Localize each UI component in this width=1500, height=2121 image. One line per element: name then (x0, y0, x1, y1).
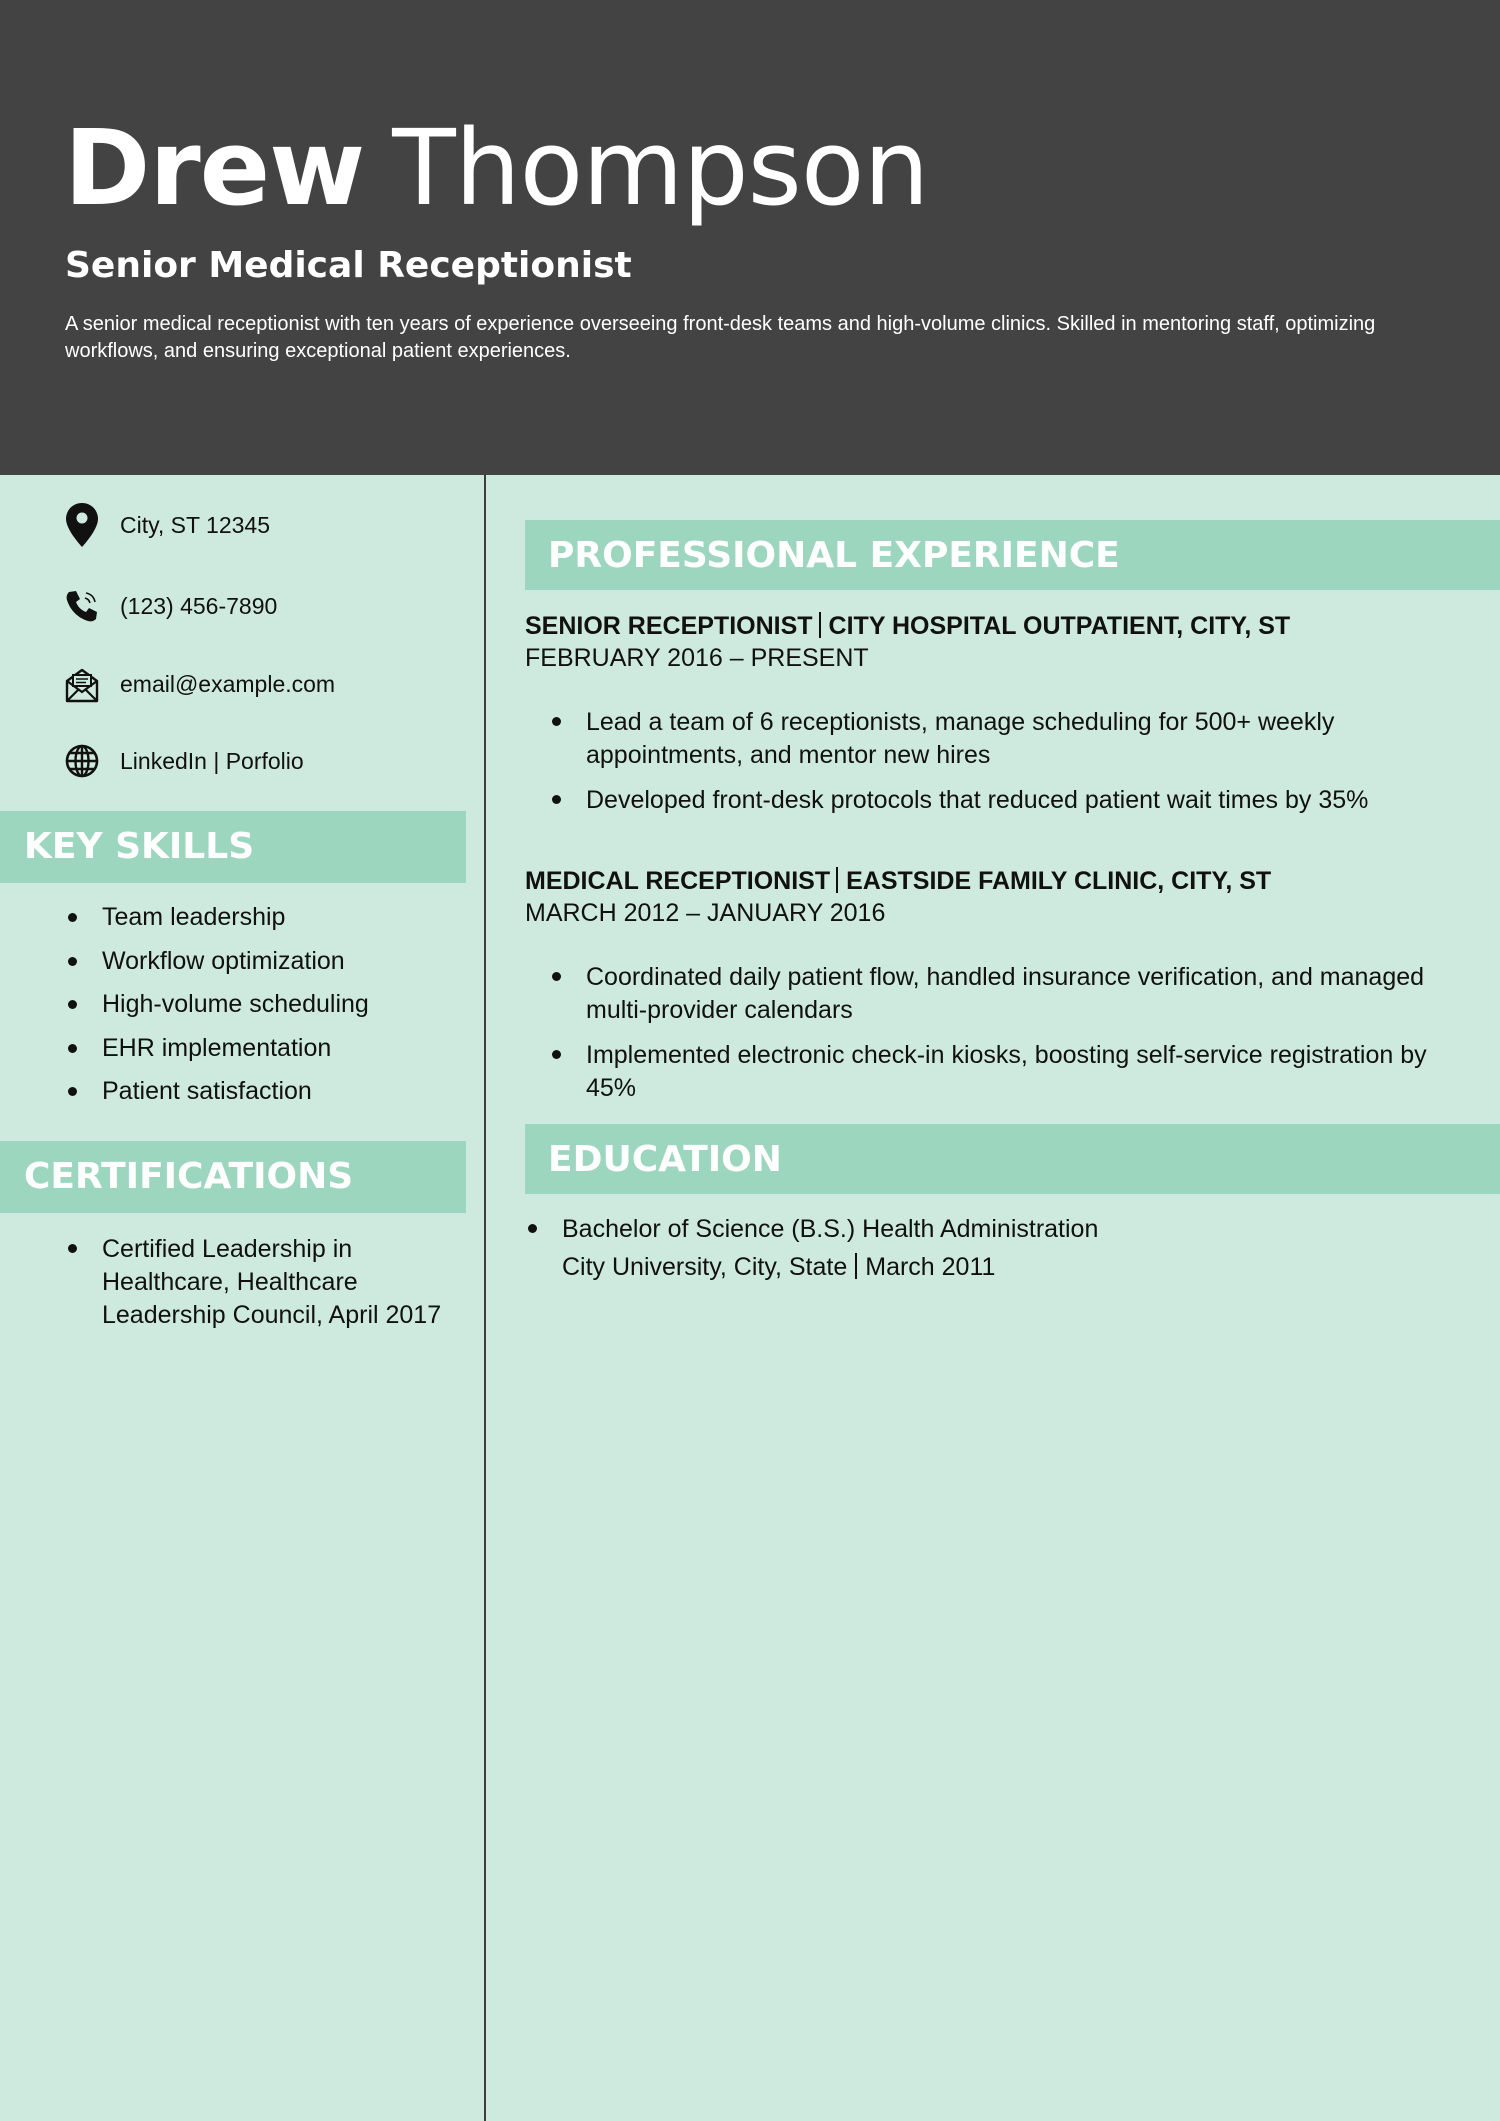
employer-text: CITY HOSPITAL OUTPATIENT, CITY, ST (828, 612, 1291, 640)
bullet-icon (68, 1087, 77, 1096)
job-title-text: MEDICAL RECEPTIONIST (525, 867, 831, 895)
list-item (64, 989, 464, 1033)
location-text: City, ST 12345 (120, 512, 271, 538)
bullet-icon (68, 1000, 77, 1009)
key-skills-heading: KEY SKILLS (0, 811, 466, 883)
bullet-icon (552, 1050, 561, 1059)
education-list (525, 1210, 1475, 1286)
separator (819, 612, 821, 638)
certifications-list (64, 1233, 474, 1332)
candidate-name (64, 108, 928, 228)
list-item (64, 946, 464, 990)
list-item (525, 784, 1475, 817)
skill-text: Workflow optimization (102, 946, 345, 975)
skill-text: Patient satisfaction (102, 1077, 312, 1105)
resume-header (0, 0, 1500, 475)
bullet-icon (68, 1044, 77, 1053)
bullet-icon (68, 1244, 77, 1253)
certifications-heading: CERTIFICATIONS (0, 1141, 466, 1213)
contact-phone (64, 584, 277, 628)
job-header (525, 610, 1475, 642)
job-dates: MARCH 2012 – JANUARY 2016 (525, 899, 886, 927)
job-dates: FEBRUARY 2016 – PRESENT (525, 644, 869, 672)
bullet-icon (552, 717, 561, 726)
list-item (64, 902, 464, 946)
bullet-icon (528, 1224, 537, 1233)
job-entry (525, 865, 1475, 1117)
bullet-text: Lead a team of 6 receptionists, manage scheduling for 500+ weekly appointments, and mentor new hires (586, 708, 1335, 769)
contact-email (64, 662, 335, 706)
skills-list (64, 902, 464, 1120)
job-bullets (525, 961, 1475, 1105)
first-name: Drew (64, 107, 365, 229)
graduation-date: March 2011 (865, 1253, 996, 1281)
list-item (525, 961, 1475, 1027)
separator (855, 1253, 857, 1279)
job-title: Senior Medical Receptionist (65, 245, 632, 286)
education-heading: EDUCATION (525, 1124, 1500, 1194)
globe-icon (64, 739, 100, 783)
column-divider (484, 475, 486, 2121)
list-item (64, 1076, 464, 1120)
bullet-icon (68, 913, 77, 922)
job-title-text: SENIOR RECEPTIONIST (525, 612, 813, 640)
bullet-text: Coordinated daily patient flow, handled insurance verification, and managed multi-provider calendars (586, 963, 1425, 1024)
separator (836, 867, 838, 893)
skill-text: High-volume scheduling (102, 990, 369, 1018)
email-icon (64, 662, 100, 706)
contact-location (64, 503, 270, 547)
list-item (64, 1233, 474, 1332)
bullet-text: Developed front-desk protocols that reduced patient wait times by 35% (586, 786, 1369, 814)
job-header (525, 865, 1475, 897)
degree-text: Bachelor of Science (B.S.) Health Administration (562, 1215, 1099, 1243)
job-entry (525, 610, 1475, 829)
school-text: City University, City, State (562, 1253, 848, 1281)
school-line (562, 1248, 1475, 1286)
skill-text: EHR implementation (102, 1033, 332, 1062)
professional-summary: A senior medical receptionist with ten years of experience overseeing front-desk teams and high-volume clinics. Skilled in mentoring staff, optimizing workflows, and ensuring exceptional patient experiences. (65, 313, 1376, 362)
location-pin-icon (64, 503, 100, 547)
bullet-icon (552, 972, 561, 981)
job-bullets (525, 706, 1475, 817)
bullet-text: Implemented electronic check-in kiosks, boosting self-service registration by 45% (586, 1041, 1427, 1102)
bullet-icon (552, 795, 561, 804)
certification-text: Certified Leadership in Healthcare, Healthcare Leadership Council, April 2017 (102, 1235, 442, 1329)
list-item (64, 1033, 464, 1077)
list-item (525, 706, 1475, 772)
contact-web (64, 739, 304, 783)
last-name: Thompson (392, 107, 929, 229)
phone-icon (64, 584, 100, 628)
experience-heading: PROFESSIONAL EXPERIENCE (525, 520, 1500, 590)
web-links-text[interactable]: LinkedIn | Porfolio (120, 748, 304, 774)
list-item (525, 1039, 1475, 1105)
phone-text[interactable]: (123) 456-7890 (120, 593, 278, 619)
email-text[interactable]: email@example.com (120, 671, 336, 697)
bullet-icon (68, 957, 77, 966)
employer-text: EASTSIDE FAMILY CLINIC, CITY, ST (846, 867, 1272, 895)
skill-text: Team leadership (102, 903, 286, 931)
list-item (525, 1210, 1475, 1286)
